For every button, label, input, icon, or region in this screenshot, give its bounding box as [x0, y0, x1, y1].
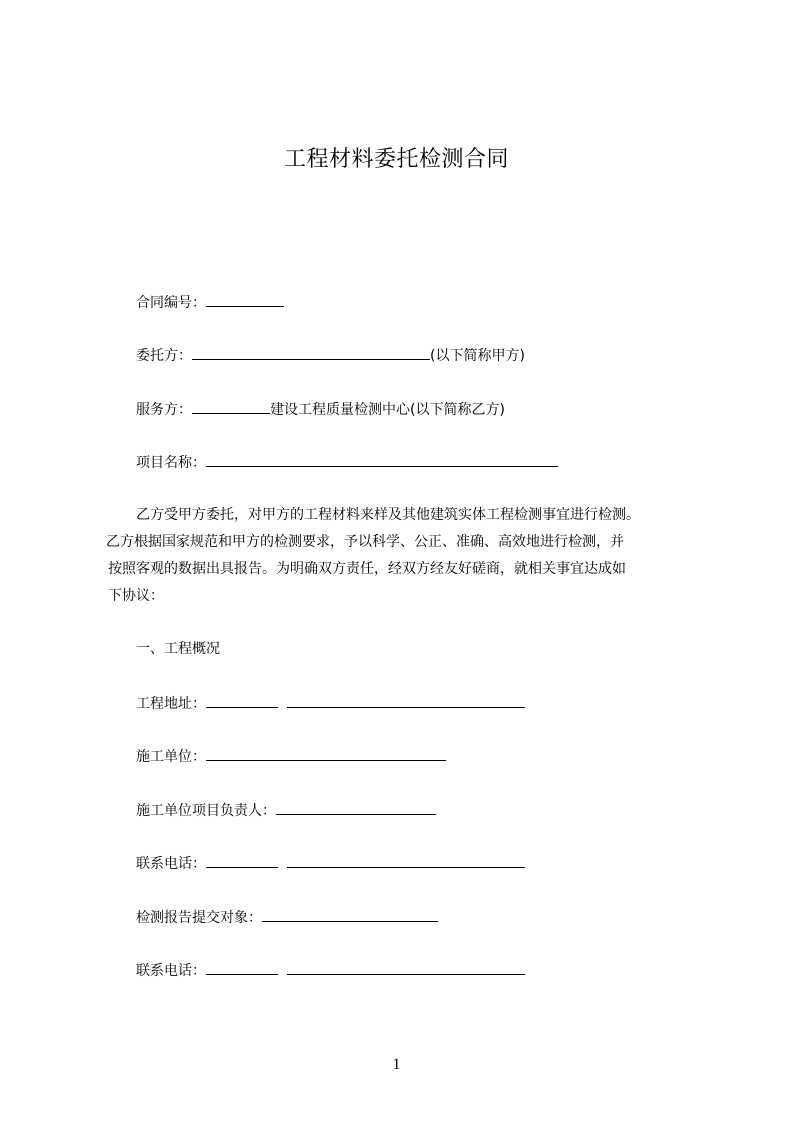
- contact-phone-field-2a[interactable]: [206, 960, 278, 975]
- report-recipient-line: [136, 907, 438, 928]
- contact-phone-line-1: [136, 853, 525, 874]
- service-field[interactable]: [192, 399, 270, 414]
- report-recipient-field[interactable]: [262, 907, 438, 922]
- contact-phone-field-1a[interactable]: [206, 853, 278, 868]
- client-label: 委托方：: [136, 348, 192, 364]
- document-title: 工程材料委托检测合同: [283, 147, 509, 172]
- project-name-line: [136, 452, 558, 473]
- intro-line-2: 乙方根据国家规范和甲方的检测要求，予以科学、公正、准确、高效地进行检测，并: [106, 534, 624, 550]
- client-field[interactable]: [192, 345, 430, 360]
- client-line: [136, 345, 525, 366]
- contract-number-label: 合同编号：: [136, 295, 206, 311]
- section-heading: 一、工程概况: [136, 641, 220, 657]
- contract-number-line: [136, 292, 284, 313]
- project-name-label: 项目名称：: [136, 455, 206, 471]
- contact-phone-label-1: 联系电话：: [136, 856, 206, 872]
- intro-line-1: 乙方受甲方委托，对甲方的工程材料来样及其他建筑实体工程检测事宜进行检测。: [136, 507, 640, 523]
- intro-line-3: 按照客观的数据出具报告。为明确双方责任，经双方经友好磋商，就相关事宜达成如: [108, 561, 626, 577]
- contact-phone-line-2: [136, 960, 525, 981]
- contact-phone-label-2: 联系电话：: [136, 963, 206, 979]
- client-suffix: (以下简称甲方): [430, 348, 525, 364]
- contact-phone-field-2b[interactable]: [287, 960, 525, 975]
- project-name-field[interactable]: [206, 452, 558, 467]
- contract-number-field[interactable]: [206, 292, 284, 307]
- intro-line-4: 下协议：: [108, 588, 164, 604]
- project-address-field-2[interactable]: [287, 693, 525, 708]
- page-number: 1: [392, 1056, 401, 1073]
- project-address-field-1[interactable]: [206, 693, 278, 708]
- service-suffix: 建设工程质量检测中心(以下简称乙方): [270, 402, 505, 418]
- report-recipient-label: 检测报告提交对象：: [136, 910, 262, 926]
- service-line: [136, 399, 505, 420]
- construction-manager-label: 施工单位项目负责人：: [136, 803, 276, 819]
- service-label: 服务方：: [136, 402, 192, 418]
- intro-paragraph: [106, 502, 706, 610]
- project-address-label: 工程地址：: [136, 696, 206, 712]
- construction-unit-field[interactable]: [206, 746, 446, 761]
- contact-phone-field-1b[interactable]: [287, 853, 525, 868]
- construction-unit-line: [136, 746, 446, 767]
- construction-manager-field[interactable]: [276, 800, 436, 815]
- construction-unit-label: 施工单位：: [136, 749, 206, 765]
- project-address-line: [136, 693, 525, 714]
- construction-manager-line: [136, 800, 436, 821]
